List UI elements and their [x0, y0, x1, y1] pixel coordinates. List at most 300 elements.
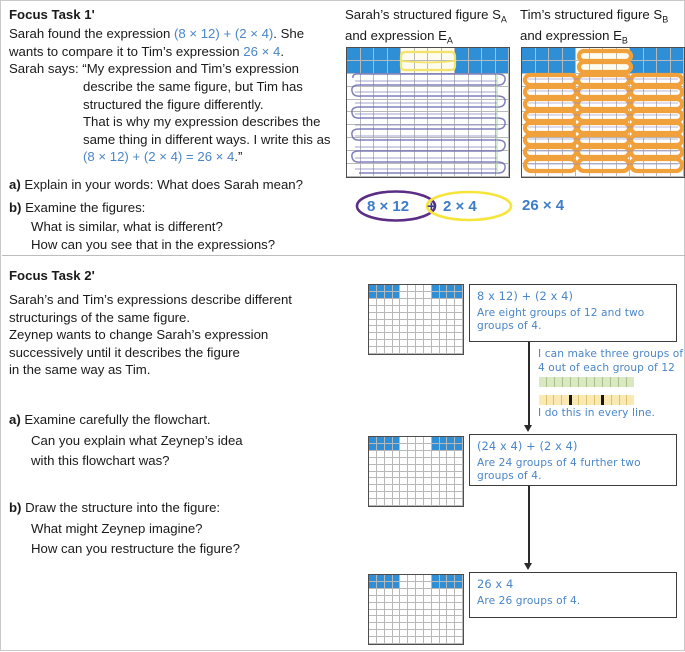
grid-cell [447, 623, 455, 630]
grid-cell [408, 472, 416, 479]
grid-cell [522, 138, 536, 151]
grid-cell [536, 61, 550, 74]
grid-cell [369, 589, 377, 596]
grid-cell [416, 292, 424, 299]
grid-cell [393, 326, 401, 333]
grid-cell [447, 472, 455, 479]
grid-cell [393, 589, 401, 596]
bar-tick [612, 395, 620, 405]
grid-cell [374, 61, 388, 74]
grid-cell [432, 313, 440, 320]
grid-cell [401, 87, 415, 100]
task1-quote-line-5 [83, 148, 331, 166]
grid-cell [563, 48, 577, 61]
grid-cell [369, 285, 377, 292]
grid-cell [440, 616, 448, 623]
grid-cell [369, 320, 377, 327]
task1-line-2 [9, 43, 304, 61]
task1-question-b-label: b) [9, 200, 22, 215]
bar-tick [595, 377, 603, 387]
grid-cell [447, 589, 455, 596]
figure-a-caption-line2-sub: A [446, 35, 453, 46]
grid-cell [393, 285, 401, 292]
grid-cell [440, 451, 448, 458]
grid-cell [440, 610, 448, 617]
grid-cell [416, 623, 424, 630]
figure-a-expression-right: 2 × 4 [443, 198, 477, 215]
grid-cell [630, 138, 644, 151]
task1-question-b-sub-1: What is similar, what is different? [31, 219, 223, 234]
grid-cell [644, 125, 658, 138]
grid-cell [416, 485, 424, 492]
grid-cell [447, 333, 455, 340]
grid-cell [496, 74, 510, 87]
grid-cell [408, 596, 416, 603]
grid-cell [415, 61, 429, 74]
grid-cell [424, 437, 432, 444]
grid-cell [432, 444, 440, 451]
grid-cell [455, 326, 463, 333]
grid-cell [440, 582, 448, 589]
grid-cell [440, 637, 448, 644]
task2-question-b-sub-1: What might Zeynep imagine? [31, 521, 203, 536]
grid-cell [455, 340, 463, 347]
grid-cell [415, 87, 429, 100]
grid-cell [347, 151, 361, 164]
grid-cell [440, 285, 448, 292]
grid-cell [361, 74, 375, 87]
grid-cell [563, 112, 577, 125]
bar-tick [563, 377, 571, 387]
grid-cell [377, 485, 385, 492]
bar-tick [539, 395, 547, 405]
grid-cell [393, 451, 401, 458]
grid-cell [563, 151, 577, 164]
grid-cell [432, 478, 440, 485]
grid-cell [644, 100, 658, 113]
grid-cell [496, 48, 510, 61]
grid-cell [522, 125, 536, 138]
grid-cell [385, 437, 393, 444]
grid-cell [428, 87, 442, 100]
grid-cell [385, 610, 393, 617]
grid-cell [424, 313, 432, 320]
grid-cell [347, 74, 361, 87]
grid-cell [408, 292, 416, 299]
grid-cell [440, 603, 448, 610]
grid-cell [671, 100, 685, 113]
grid-cell [400, 485, 408, 492]
grid-cell [374, 48, 388, 61]
grid-cell [424, 444, 432, 451]
bar-tick [627, 395, 634, 405]
flow-box-2-description: Are 24 groups of 4 further two groups of 4. [477, 456, 641, 483]
grid-cell [393, 458, 401, 465]
grid-cell [369, 582, 377, 589]
grid-cell [416, 637, 424, 644]
grid-cell [549, 100, 563, 113]
grid-cell [385, 313, 393, 320]
grid-cell [536, 138, 550, 151]
grid-cell [432, 333, 440, 340]
grid-cell [388, 151, 402, 164]
grid-cell [603, 61, 617, 74]
grid-cell [603, 112, 617, 125]
grid-cell [432, 492, 440, 499]
figure-a-caption-line1-sub: A [500, 14, 507, 25]
grid-cell [469, 164, 483, 177]
grid-cell [377, 492, 385, 499]
grid-cell [428, 125, 442, 138]
flow-box-3 [469, 572, 677, 618]
grid-cell [408, 306, 416, 313]
grid-cell [416, 589, 424, 596]
grid-cell [374, 87, 388, 100]
grid-cell [617, 61, 631, 74]
grid-cell [377, 596, 385, 603]
grid-cell [657, 125, 671, 138]
t1-q5-b: .” [234, 149, 243, 165]
grid-cell [424, 623, 432, 630]
grid-cell [385, 478, 393, 485]
grid-cell [361, 87, 375, 100]
grid-cell [442, 48, 456, 61]
grid-cell [393, 299, 401, 306]
grid-cell [428, 112, 442, 125]
grid-cell [369, 485, 377, 492]
grid-cell [447, 485, 455, 492]
grid-cell [455, 306, 463, 313]
grid-cell [432, 465, 440, 472]
grid-cell [482, 164, 496, 177]
grid-cell [455, 437, 463, 444]
figure-b-caption-line2-text: and expression E [520, 28, 622, 44]
grid-cell [393, 347, 401, 354]
task2-question-b-label: b) [9, 500, 22, 515]
grid-cell [440, 596, 448, 603]
task2-intro-text [9, 291, 292, 379]
grid-cell [408, 299, 416, 306]
grid-cell [415, 138, 429, 151]
grid-cell [393, 637, 401, 644]
figure-a-expression-group [353, 187, 528, 227]
grid-cell [469, 151, 483, 164]
grid-cell [385, 575, 393, 582]
flow-note-1-line-3: I do this in every line. [538, 407, 655, 419]
task1-question-a-label: a) [9, 177, 21, 192]
grid-cell [657, 74, 671, 87]
grid-cell [496, 125, 510, 138]
grid-cell [432, 575, 440, 582]
task1-question-a-text: Explain in your words: What does Sarah mean? [24, 177, 303, 192]
grid-cell [400, 610, 408, 617]
grid-cell [393, 492, 401, 499]
grid-cell [455, 478, 463, 485]
grid-cell [385, 485, 393, 492]
grid-cell [401, 164, 415, 177]
figure-a-caption-line1 [345, 7, 507, 28]
grid-cell [400, 458, 408, 465]
grid-cell [385, 623, 393, 630]
figure-a-expression-plus: + [427, 198, 436, 215]
grid-cell [563, 125, 577, 138]
bar-tick [562, 395, 572, 405]
grid-cell [377, 616, 385, 623]
grid-cell [361, 138, 375, 151]
grid-cell [400, 340, 408, 347]
grid-cell [416, 458, 424, 465]
grid-cell [469, 125, 483, 138]
grid-cell [408, 603, 416, 610]
grid-cell [424, 485, 432, 492]
grid-cell [385, 340, 393, 347]
grid-cell [536, 112, 550, 125]
grid-cell [644, 61, 658, 74]
task1-question-b [9, 199, 145, 217]
flow-note-1 [538, 348, 683, 375]
grid-cell [416, 340, 424, 347]
grid-cell [447, 637, 455, 644]
grid-cell [408, 313, 416, 320]
grid-cell [536, 151, 550, 164]
grid-cell [447, 630, 455, 637]
grid-cell [393, 478, 401, 485]
t1-l2-b: 26 × 4 [243, 43, 281, 59]
grid-cell [393, 306, 401, 313]
grid-cell [416, 616, 424, 623]
grid-cell [447, 458, 455, 465]
grid-cell [369, 292, 377, 299]
grid-cell [442, 151, 456, 164]
grid-cell [361, 61, 375, 74]
grid-cell [440, 340, 448, 347]
task2-question-a-sub-1: Can you explain what Zeynep’s idea [31, 433, 243, 448]
grid-cell [415, 100, 429, 113]
flow-arrow-head-2 [524, 563, 532, 570]
grid-cell [447, 299, 455, 306]
grid-cell [388, 100, 402, 113]
grid-cell [671, 74, 685, 87]
grid-cell [393, 623, 401, 630]
grid-cell [522, 151, 536, 164]
grid-cell [455, 575, 463, 582]
task1-question-a [9, 176, 303, 194]
grid-cell [432, 292, 440, 299]
grid-cell [617, 74, 631, 87]
grid-cell [385, 472, 393, 479]
grid-cell [369, 437, 377, 444]
task2-question-b [9, 499, 220, 517]
grid-cell [400, 616, 408, 623]
grid-cell [657, 151, 671, 164]
grid-cell [400, 451, 408, 458]
grid-cell [385, 582, 393, 589]
grid-cell [377, 326, 385, 333]
grid-cell [416, 610, 424, 617]
grid-cell [455, 451, 463, 458]
grid-cell [440, 478, 448, 485]
grid-cell [590, 61, 604, 74]
grid-cell [377, 313, 385, 320]
grid-cell [617, 138, 631, 151]
grid-cell [369, 616, 377, 623]
grid-cell [447, 444, 455, 451]
grid-cell [442, 87, 456, 100]
grid-cell [408, 610, 416, 617]
grid-cell [424, 306, 432, 313]
grid-cell [400, 575, 408, 582]
grid-cell [388, 112, 402, 125]
grid-cell [347, 48, 361, 61]
grid-cell [369, 472, 377, 479]
grid-cell [400, 603, 408, 610]
grid-cell [416, 596, 424, 603]
figure-a-caption-line2-text: and expression E [345, 28, 447, 44]
grid-cell [393, 333, 401, 340]
figure-b-caption-line1 [520, 7, 668, 28]
task1-quote-line-1: describe the same figure, but Tim has [83, 79, 303, 94]
grid-cell [603, 138, 617, 151]
bar-tick [579, 377, 587, 387]
grid-cell [377, 499, 385, 506]
grid-cell [563, 87, 577, 100]
grid-cell [408, 492, 416, 499]
grid-cell [590, 125, 604, 138]
bar-tick [555, 377, 563, 387]
grid-cell [630, 125, 644, 138]
grid-cell [432, 589, 440, 596]
grid-cell [424, 575, 432, 582]
grid-cell [415, 164, 429, 177]
grid-cell [617, 48, 631, 61]
three-groups-of-4-bar [539, 395, 634, 405]
grid-cell [630, 164, 644, 177]
grid-cell [401, 48, 415, 61]
grid-cell [576, 138, 590, 151]
t1-q5-a: (8 × 12) + (2 × 4) = 26 × 4 [83, 149, 235, 165]
grid-cell [447, 347, 455, 354]
grid-cell [415, 112, 429, 125]
grid-cell [549, 48, 563, 61]
grid-cell [361, 112, 375, 125]
grid-cell [432, 603, 440, 610]
grid-cell [603, 151, 617, 164]
grid-cell [522, 74, 536, 87]
grid-cell [400, 582, 408, 589]
grid-cell [424, 326, 432, 333]
grid-cell [393, 340, 401, 347]
grid-cell [385, 444, 393, 451]
grid-cell [657, 138, 671, 151]
grid-cell [447, 596, 455, 603]
grid-cell [469, 100, 483, 113]
grid-cell [369, 610, 377, 617]
grid-cell [576, 61, 590, 74]
grid-cell [576, 112, 590, 125]
grid-cell [393, 437, 401, 444]
grid-cell [424, 478, 432, 485]
grid-cell [576, 48, 590, 61]
grid-cell [400, 472, 408, 479]
grid-cell [408, 437, 416, 444]
task2-line-3: Zeynep wants to change Sarah’s expression [9, 327, 269, 343]
grid-cell [455, 582, 463, 589]
grid-cell [416, 582, 424, 589]
grid-cell [424, 499, 432, 506]
figure-b-caption-line1-text: Tim’s structured figure S [520, 7, 663, 22]
task1-quote-line-2: structured the figure differently. [83, 96, 264, 112]
grid-cell [447, 340, 455, 347]
grid-cell [369, 630, 377, 637]
grid-cell [432, 485, 440, 492]
grid-cell [522, 164, 536, 177]
grid-cell [401, 151, 415, 164]
grid-cell [630, 151, 644, 164]
grid-cell [432, 637, 440, 644]
grid-cell [377, 299, 385, 306]
flow-box-3-description: Are 26 groups of 4. [477, 594, 581, 607]
grid-cell [369, 451, 377, 458]
grid-cell [374, 125, 388, 138]
grid-cell [432, 320, 440, 327]
grid-cell [447, 313, 455, 320]
grid-cell [369, 603, 377, 610]
grid-cell [361, 125, 375, 138]
grid-cell [440, 333, 448, 340]
grid-cell [416, 444, 424, 451]
grid-cell [576, 164, 590, 177]
grid-cell [455, 285, 463, 292]
grid-cell [388, 164, 402, 177]
grid-cell [536, 125, 550, 138]
grid-cell [424, 610, 432, 617]
grid-cell [482, 48, 496, 61]
grid-cell [408, 637, 416, 644]
grid-cell [671, 151, 685, 164]
grid-cell [400, 465, 408, 472]
grid-cell [603, 48, 617, 61]
grid-cell [496, 138, 510, 151]
task2-line-2: structurings of the same figure. [9, 309, 191, 325]
grid-cell [408, 478, 416, 485]
figure-b-expression: 26 × 4 [522, 197, 565, 214]
grid-cell [424, 292, 432, 299]
figure-a-caption-line1-text: Sarah’s structured figure S [345, 7, 501, 22]
grid-cell [416, 333, 424, 340]
bar-tick [554, 395, 562, 405]
grid-cell [617, 112, 631, 125]
grid-cell [630, 112, 644, 125]
grid-cell [369, 465, 377, 472]
grid-cell [644, 151, 658, 164]
grid-cell [424, 630, 432, 637]
grid-cell [388, 48, 402, 61]
grid-cell [440, 299, 448, 306]
grid-cell [432, 299, 440, 306]
task1-question-b-text: Examine the figures: [25, 200, 146, 215]
grid-cell [432, 437, 440, 444]
grid-cell [440, 465, 448, 472]
grid-cell [416, 285, 424, 292]
grid-cell [482, 100, 496, 113]
grid-cell [400, 299, 408, 306]
flow-box-2-expression: (24 x 4) + (2 x 4) [477, 439, 578, 453]
grid-cell [549, 87, 563, 100]
grid-cell [393, 616, 401, 623]
task1-line-1 [9, 25, 304, 43]
grid-cell [447, 582, 455, 589]
grid-cell [416, 326, 424, 333]
